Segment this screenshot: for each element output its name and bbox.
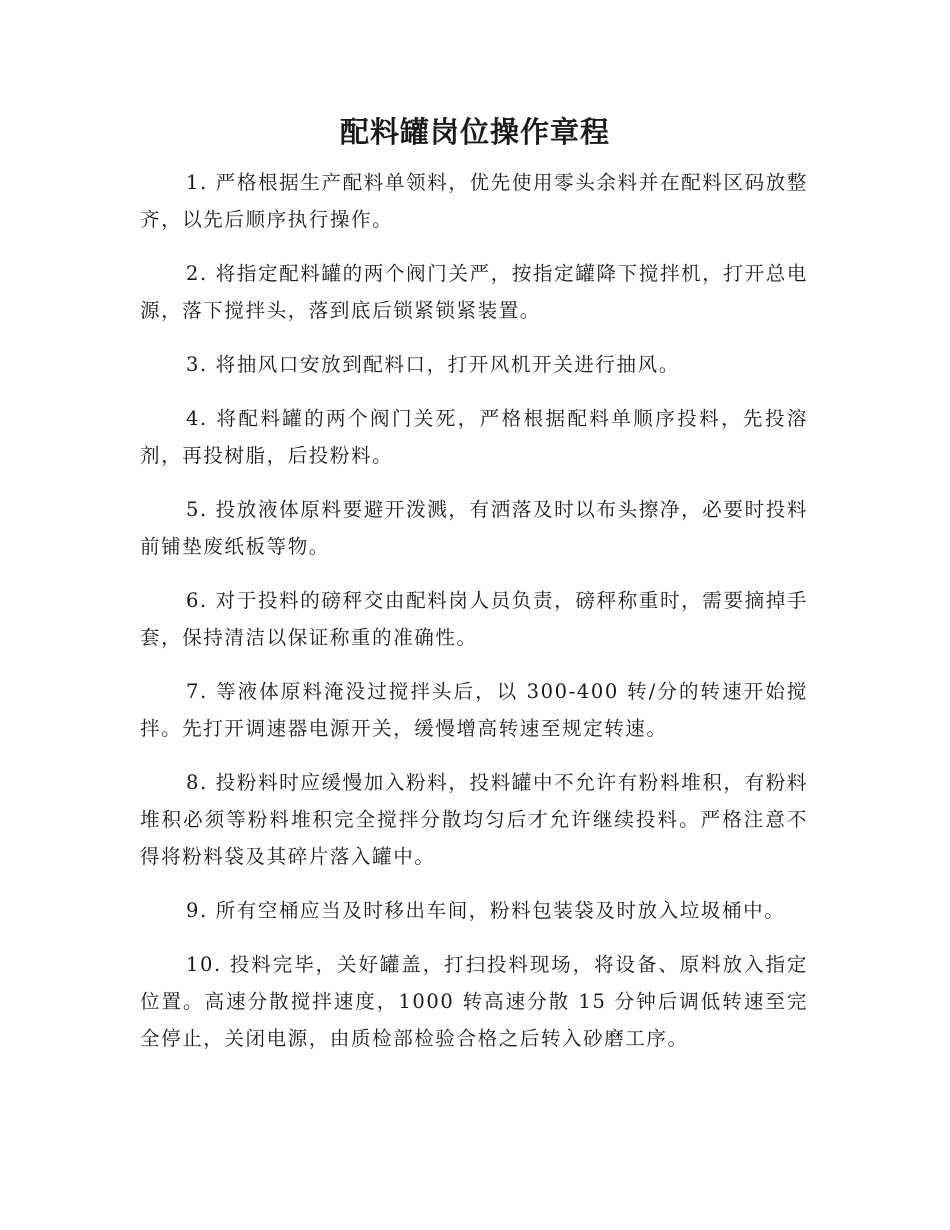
paragraph-5: 5. 投放液体原料要避开泼溅，有洒落及时以布头擦净，必要时投料前铺垫废纸板等物。 — [140, 498, 808, 558]
paragraph-6: 6. 对于投料的磅秤交由配料岗人员负责，磅秤称重时，需要摘掉手套，保持清洁以保证称重的准确性。 — [140, 589, 808, 649]
paragraph-8: 8. 投粉料时应缓慢加入粉料，投料罐中不允许有粉料堆积，有粉料堆积必须等粉料堆积完全搅拌分散均匀后才允许继续投料。严格注意不得将粉料袋及其碎片落入罐中。 — [140, 771, 808, 868]
paragraph-10: 10. 投料完毕，关好罐盖，打扫投料现场，将设备、原料放入指定位置。高速分散搅拌速度，1000 转高速分散 15 分钟后调低转速至完全停止，关闭电源，由质检部检验合格之后转入砂磨工序。 — [140, 953, 808, 1050]
document-title: 配料罐岗位操作章程 — [339, 115, 610, 149]
paragraph-7: 7. 等液体原料淹没过搅拌头后，以 300-400 转/分的转速开始搅拌。先打开调速器电源开关，缓慢增高转速至规定转速。 — [140, 680, 808, 740]
paragraph-2: 2. 将指定配料罐的两个阀门关严，按指定罐降下搅拌机，打开总电源，落下搅拌头，落到底后锁紧锁紧装置。 — [140, 262, 808, 322]
paragraph-3: 3. 将抽风口安放到配料口，打开风机开关进行抽风。 — [186, 353, 680, 376]
paragraph-1: 1. 严格根据生产配料单领料，优先使用零头余料并在配料区码放整齐，以先后顺序执行操作。 — [140, 171, 808, 231]
paragraph-4: 4. 将配料罐的两个阀门关死，严格根据配料单顺序投料，先投溶剂，再投树脂，后投粉料。 — [140, 407, 808, 467]
paragraph-9: 9. 所有空桶应当及时移出车间，粉料包装袋及时放入垃圾桶中。 — [186, 899, 786, 922]
document-body — [140, 164, 808, 1074]
